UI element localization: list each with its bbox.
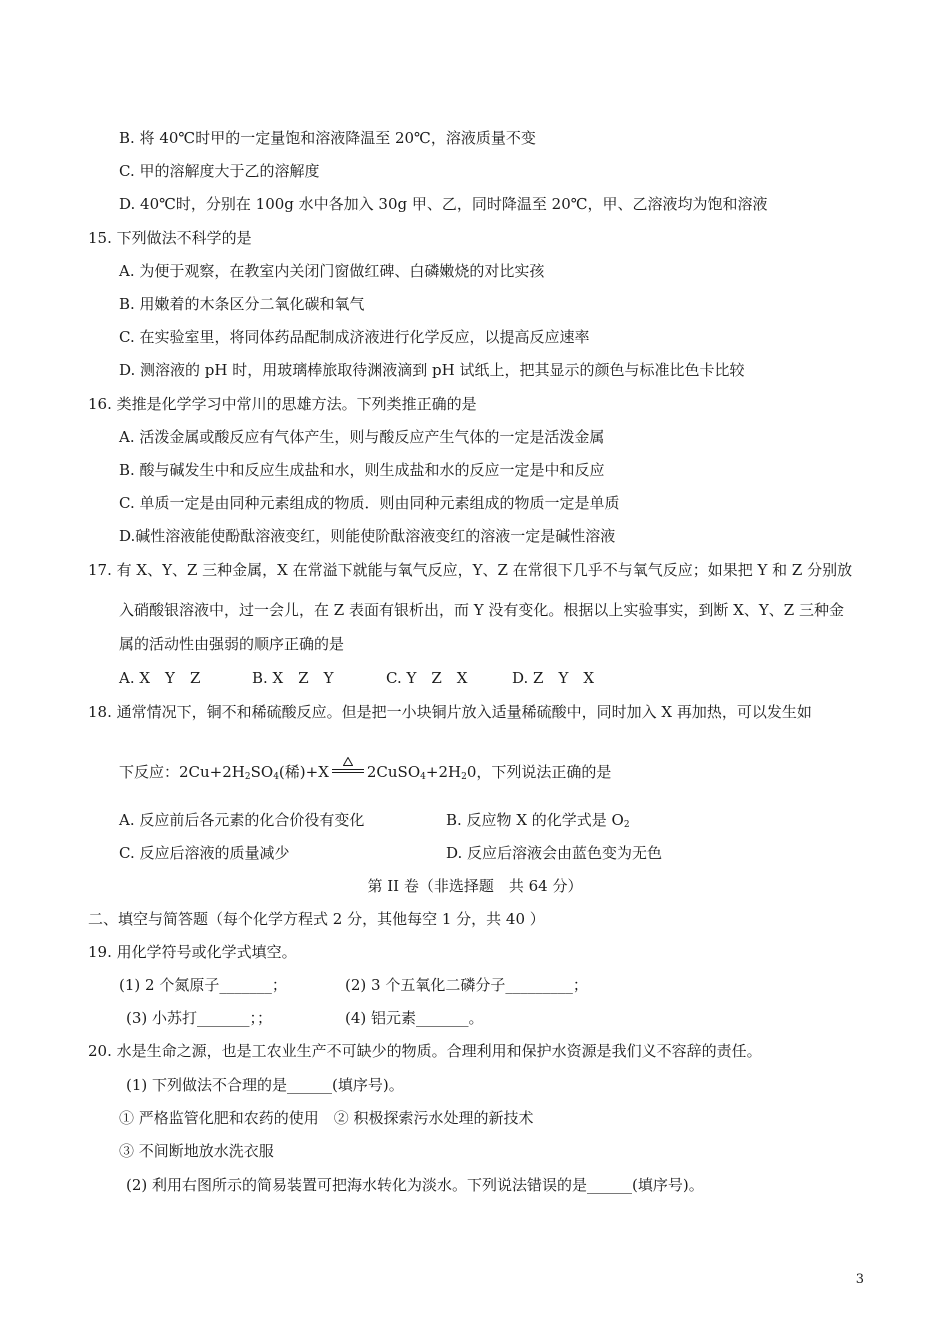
q17-option-a: A. X Y Z <box>119 669 201 687</box>
q18-eq-prefix: 下反应：2Cu+2H <box>119 763 245 781</box>
q18-eq-sub2: 4 <box>273 772 279 782</box>
q18-eq-suffix: 0，下列说法正确的是 <box>466 763 612 781</box>
q17-option-d: D. Z Y X <box>512 669 595 687</box>
q18-option-b <box>446 810 630 830</box>
q18-option-d: D. 反应后溶液会由蓝色变为无色 <box>446 844 663 862</box>
q17-stem-line2: 入硝酸银溶液中，过一会儿，在 Z 表面有银析出，而 Y 没有变化。根据以上实验事实，到断 X、Y、Z 三种金 <box>119 601 844 619</box>
q19-item-1: (1) 2 个氮原子_______； <box>119 976 287 994</box>
q18-eq-sub4: 2 <box>461 772 467 782</box>
q17-option-b: B. X Z Y <box>252 669 334 687</box>
q19-stem: 19. 用化学符号或化学式填空。 <box>88 943 297 961</box>
q14-option-d: D. 40℃时，分别在 100g 水中各加入 30g 甲、乙，同时降温至 20℃，甲、乙溶液均为饱和溶液 <box>119 195 768 213</box>
q15-option-c: C. 在实验室里，将同体药品配制成济液进行化学反应，以提高反应速率 <box>119 328 590 346</box>
q20-part-1: (1) 下列做法不合理的是______(填序号)。 <box>126 1076 404 1094</box>
q18-option-c: C. 反应后溶液的质量减少 <box>119 844 290 862</box>
q14-option-b: B. 将 40℃时甲的一定量饱和溶液降温至 20℃，溶液质量不变 <box>119 129 536 147</box>
page-number: 3 <box>855 1272 864 1287</box>
q20-options-1-2: ① 严格监管化肥和农药的使用 ② 积极探索污水处理的新技术 <box>119 1109 534 1127</box>
q20-stem: 20. 水是生命之源，也是工农业生产不可缺少的物质。合理利用和保护水资源是我们义不容辞的责任。 <box>88 1042 762 1060</box>
q16-option-c: C. 单质一定是由同种元素组成的物质．则由同种元素组成的物质一定是单质 <box>119 494 620 512</box>
q15-stem: 15. 下列做法不科学的是 <box>88 229 252 247</box>
q17-option-c: C. Y Z X <box>386 669 468 687</box>
q18-eq-sub3: 4 <box>420 772 426 782</box>
q20-option-3: ③ 不间断地放水洗衣服 <box>119 1142 274 1160</box>
q15-option-b: B. 用嫩着的木条区分二氧化碳和氧气 <box>119 295 365 313</box>
q16-option-a: A. 活泼金属或酸反应有气体产生，则与酸反应产生气体的一定是活泼金属 <box>119 428 605 446</box>
q18-option-b-text: B. 反应物 X 的化学式是 O <box>446 811 624 829</box>
q17-stem-line3: 属的活动性由强弱的顺序正确的是 <box>119 635 345 653</box>
q18-option-b-sub: 2 <box>623 820 630 830</box>
q18-eq-product1: 2CuSO <box>366 763 421 781</box>
q16-option-d: D.碱性溶液能使酚酞溶液变红，则能使阶酞溶液变红的溶液一定是碱性溶液 <box>119 527 616 545</box>
section2-heading: 二、填空与简答题（每个化学方程式 2 分，其他每空 1 分，共 40 ） <box>88 910 545 928</box>
q19-item-2: (2) 3 个五氧化二磷分子_________； <box>345 976 588 994</box>
q14-option-c: C. 甲的溶解度大于乙的溶解度 <box>119 162 320 180</box>
q19-item-4: (4) 铝元素_______。 <box>345 1009 484 1027</box>
q16-option-b: B. 酸与碱发生中和反应生成盐和水，则生成盐和水的反应一定是中和反应 <box>119 461 605 479</box>
q15-option-a: A. 为便于观察，在教室内关闭门窗做红碑、白磷嫩烧的对比实孩 <box>119 262 545 280</box>
heating-reaction-arrow-icon <box>330 757 366 779</box>
q20-part-2: (2) 利用右图所示的简易装置可把海水转化为淡水。下列说法错误的是______(填序号)。 <box>126 1176 704 1194</box>
q19-item-3: (3) 小苏打_______；； <box>126 1009 273 1027</box>
q18-eq-product2: +2H <box>425 763 462 781</box>
q18-stem-line1: 18. 通常情况下，铜不和稀硫酸反应。但是把一小块铜片放入适量稀硫酸中，同时加入 X 再加热，可以发生如 <box>88 703 812 721</box>
q17-stem-line1: 17. 有 X、Y、Z 三种金属，X 在常溢下就能与氧气反应，Y、Z 在常很下几乎不与氧气反应；如果把 Y 和 Z 分别放 <box>88 561 853 579</box>
part2-title: 第 II 卷（非选择题 共 64 分） <box>367 877 583 895</box>
q18-option-a: A. 反应前后各元素的化合价役有变化 <box>119 811 365 829</box>
q18-eq-dilute: (稀)+X <box>278 763 329 781</box>
q18-equation-line <box>119 757 611 782</box>
q15-option-d: D. 测溶液的 pH 时，用玻璃棒旅取待渊液滴到 pH 试纸上，把其显示的颜色与标准比色卡比较 <box>119 361 745 379</box>
q18-eq-so: SO <box>250 763 274 781</box>
q18-eq-sub1: 2 <box>244 772 251 782</box>
q16-stem: 16. 类推是化学学习中常川的思雄方法。下列类推正确的是 <box>88 395 477 413</box>
